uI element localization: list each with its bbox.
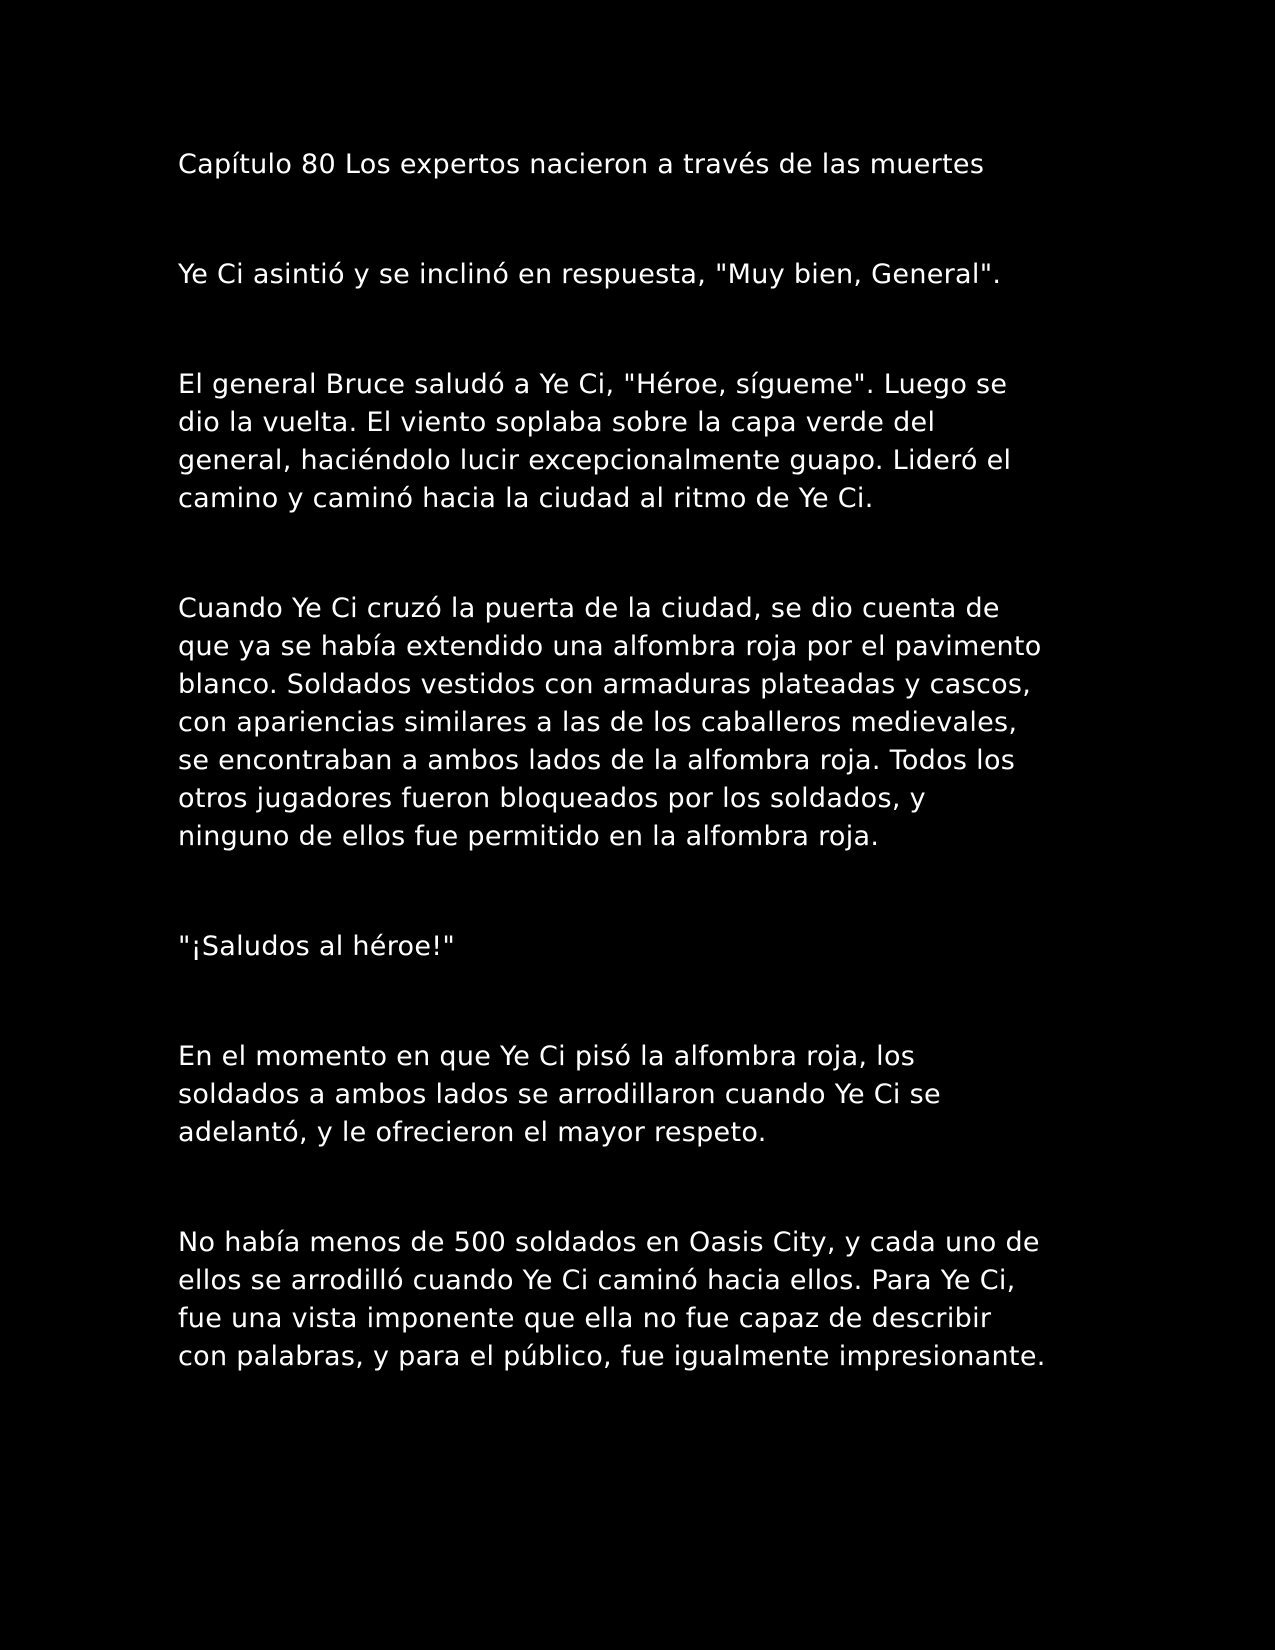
paragraph-line: se encontraban a ambos lados de la alfombra roja. Todos los: [178, 745, 1016, 776]
paragraph-line: En el momento en que Ye Ci pisó la alfombra roja, los: [178, 1041, 916, 1072]
paragraph-line: fue una vista imponente que ella no fue capaz de describir: [178, 1303, 992, 1334]
paragraph-6: [178, 1224, 1108, 1376]
paragraph-line: Cuando Ye Ci cruzó la puerta de la ciudad, se dio cuenta de: [178, 593, 1000, 624]
paragraph-line: Ye Ci asintió y se inclinó en respuesta, "Muy bien, General".: [178, 259, 1002, 290]
paragraph-5: [178, 1038, 1108, 1152]
document-body: [178, 146, 1108, 1448]
paragraph-line: ninguno de ellos fue permitido en la alfombra roja.: [178, 821, 880, 852]
paragraph-line: "¡Saludos al héroe!": [178, 931, 456, 962]
paragraph-1: [178, 256, 1108, 294]
chapter-title-text: Capítulo 80 Los expertos nacieron a través de las muertes: [178, 149, 985, 180]
paragraph-line: soldados a ambos lados se arrodillaron cuando Ye Ci se: [178, 1079, 941, 1110]
paragraph-line: otros jugadores fueron bloqueados por los soldados, y: [178, 783, 926, 814]
paragraph-4: [178, 928, 1108, 966]
paragraph-line: ellos se arrodilló cuando Ye Ci caminó hacia ellos. Para Ye Ci,: [178, 1265, 1016, 1296]
paragraph-line: No había menos de 500 soldados en Oasis City, y cada uno de: [178, 1227, 1040, 1258]
paragraph-2: [178, 366, 1108, 518]
paragraph-line: que ya se había extendido una alfombra roja por el pavimento: [178, 631, 1042, 662]
paragraph-line: con palabras, y para el público, fue igualmente impresionante.: [178, 1341, 1046, 1372]
paragraph-3: [178, 590, 1108, 856]
paragraph-line: con apariencias similares a las de los caballeros medievales,: [178, 707, 1018, 738]
paragraph-line: camino y caminó hacia la ciudad al ritmo de Ye Ci.: [178, 483, 874, 514]
paragraph-line: dio la vuelta. El viento soplaba sobre la capa verde del: [178, 407, 936, 438]
paragraph-line: blanco. Soldados vestidos con armaduras plateadas y cascos,: [178, 669, 1032, 700]
paragraph-line: El general Bruce saludó a Ye Ci, "Héroe, sígueme". Luego se: [178, 369, 1008, 400]
paragraph-line: general, haciéndolo lucir excepcionalmente guapo. Lideró el: [178, 445, 1012, 476]
chapter-title: [178, 146, 1108, 184]
paragraph-line: adelantó, y le ofrecieron el mayor respeto.: [178, 1117, 767, 1148]
